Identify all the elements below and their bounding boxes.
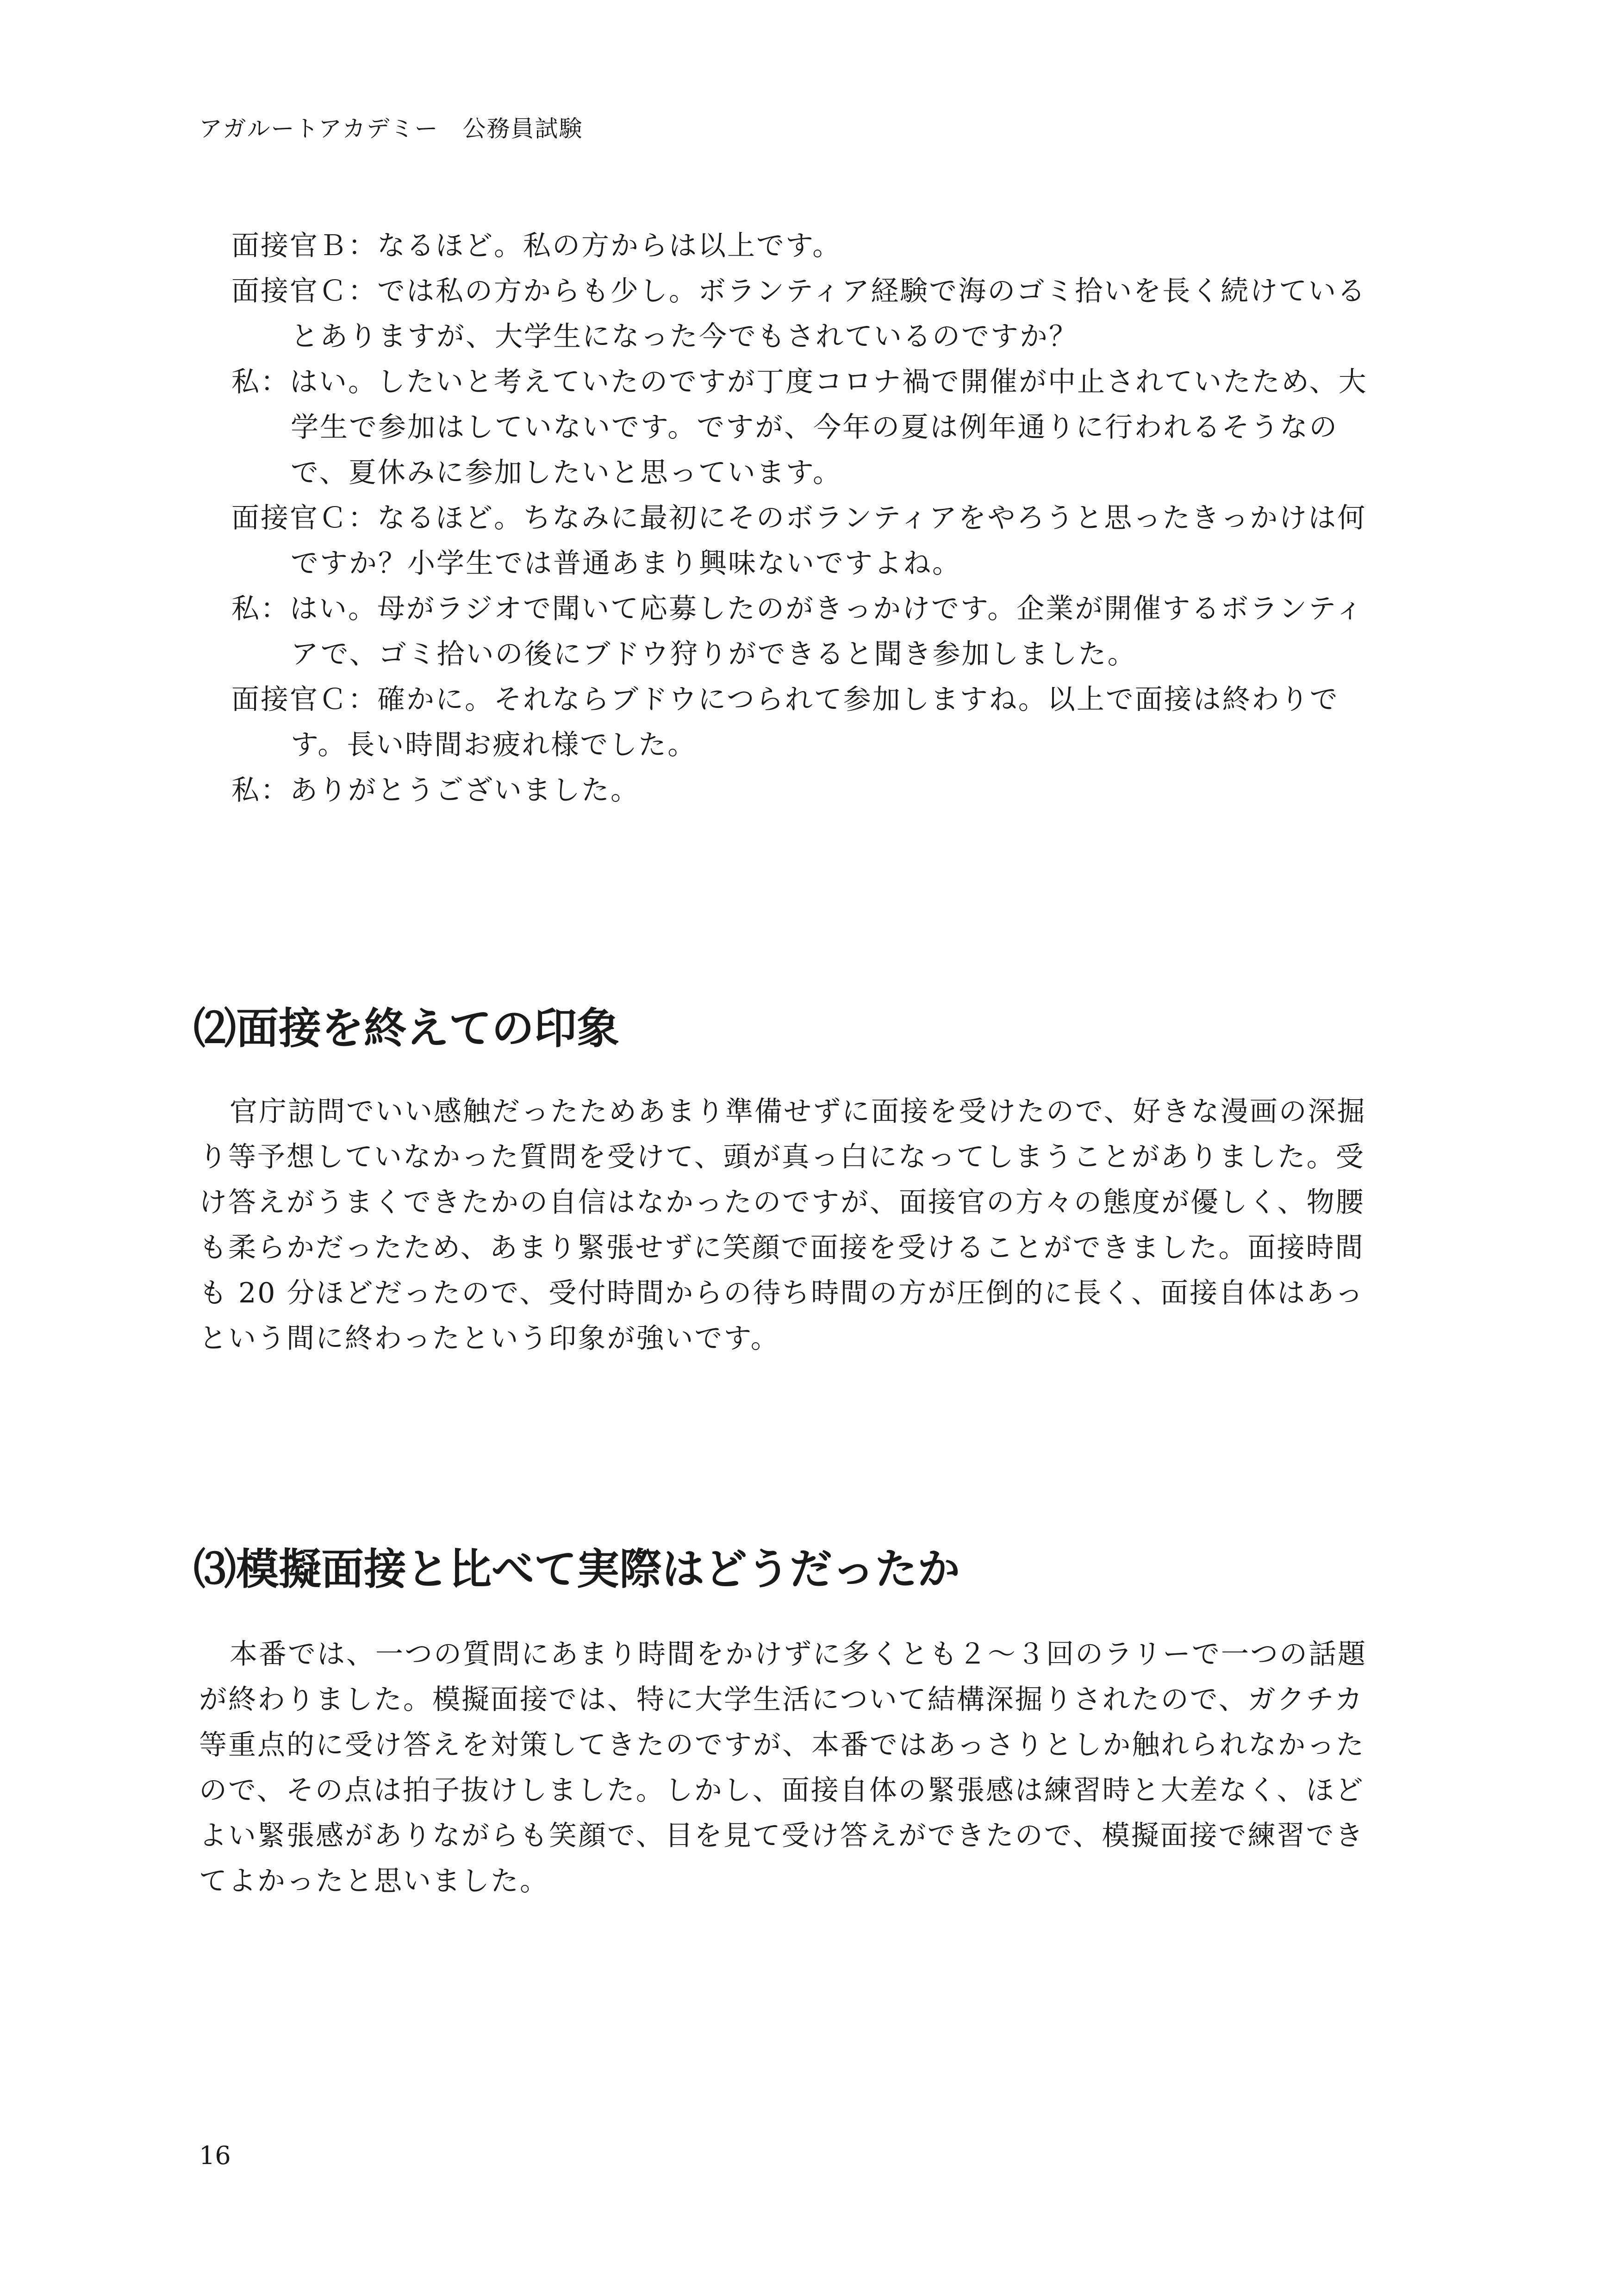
running-header: アガルートアカデミー 公務員試験 bbox=[199, 115, 583, 142]
section-body-comparison: 本番では、一つの質問にあまり時間をかけずに多くとも２～３回のラリーで一つの話題が終わりました。模擬面接では、特に大学生活について結構深掘りされたので、ガクチカ等重点的に受け答えを対策してきたのですが、本番ではあっさりとしか触れられなかったので、その点は拍子抜けしました。しかし、面接自体の緊張感は練習時と大差なく、ほどよい緊張感がありながらも笑顔で、目を見て受け答えができたので、模擬面接で練習できてよかったと思いました。 bbox=[199, 1638, 1367, 1897]
dialogue-turn: 私：はい。母がラジオで聞いて応募したのがきっかけです。企業が開催するボランティアで、ゴミ拾いの後にブドウ狩りができると聞き参加しました。 bbox=[231, 593, 1365, 670]
dialogue-turn: 面接官Ｃ：確かに。それならブドウにつられて参加しますね。以上で面接は終わりです。長い時間お疲れ様でした。 bbox=[231, 683, 1339, 761]
page-number: 16 bbox=[199, 2141, 231, 2170]
section-heading-comparison: ⑶模擬面接と比べて実際はどうだったか bbox=[193, 1545, 960, 1594]
interview-dialogue bbox=[231, 223, 1389, 813]
section-heading-impression: ⑵面接を終えての印象 bbox=[193, 1004, 620, 1053]
dialogue-turn: 面接官Ｃ：なるほど。ちなみに最初にそのボランティアをやろうと思ったきっかけは何ですか？小学生では普通あまり興味ないですよね。 bbox=[231, 502, 1367, 580]
dialogue-turn: 私：ありがとうございました。 bbox=[231, 774, 640, 807]
section-body-impression: 官庁訪問でいい感触だったためあまり準備せずに面接を受けたので、好きな漫画の深掘り等予想していなかった質問を受けて、頭が真っ白になってしまうことがありました。受け答えがうまくできたかの自信はなかったのですが、面接官の方々の態度が優しく、物腰も柔らかだったため、あまり緊張せずに笑顔で面接を受けることができました。面接時間も 20 分ほどだったので、受付時間からの待ち時間の方が圧倒的に長く、面接自体はあっという間に終わったという印象が強いです。 bbox=[199, 1095, 1366, 1355]
dialogue-turn: 私：はい。したいと考えていたのですが丁度コロナ禍で開催が中止されていたため、大学生で参加はしていないです。ですが、今年の夏は例年通りに行われるそうなので、夏休みに参加したいと思っています。 bbox=[231, 366, 1368, 489]
dialogue-turn: 面接官Ｃ：では私の方からも少し。ボランティア経験で海のゴミ拾いを長く続けているとありますが、大学生になった今でもされているのですか？ bbox=[231, 275, 1367, 353]
dialogue-turn: 面接官Ｂ：なるほど。私の方からは以上です。 bbox=[231, 230, 842, 262]
